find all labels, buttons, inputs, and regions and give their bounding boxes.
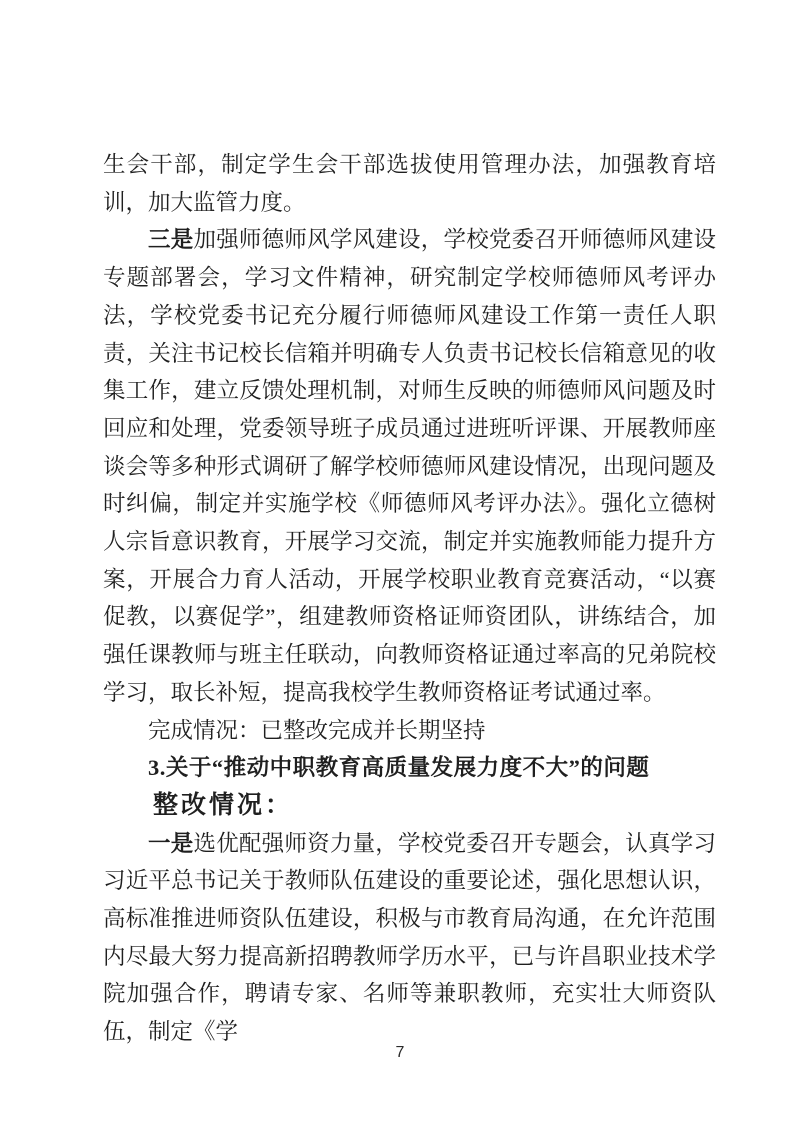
heading-text: 整改情况： xyxy=(153,791,294,819)
heading-text: 3.关于“推动中职教育高质量发展力度不大”的问题 xyxy=(148,755,650,781)
page-number: 7 xyxy=(395,1044,405,1061)
paragraph-text: 选优配强师资力量，学校党委召开专题会，认真学习习近平总书记关于教师队伍建设的重要论述，强化思想认识，高标准推进师资队伍建设，积极与市教育局沟通，在允许范围内尽最大努力提高新招聘教师学历水平，已与许昌职业技术学院加强合作，聘请专家、名师等兼职教师，充实壮大师资队伍，制定《学 xyxy=(103,830,716,1045)
completion-status-line xyxy=(103,712,716,750)
paragraph xyxy=(103,146,716,221)
paragraph-text: 加强师德师风学风建设，学校党委召开师德师风建设专题部署会，学习文件精神，研究制定学校师德师风考评办法，学校党委书记充分履行师德师风建设工作第一责任人职责，关注书记校长信箱并明确专人负责书记校长信箱意见的收集工作，建立反馈处理机制，对师生反映的师德师风问题及时回应和处理，党委领导班子成员通过进班听评课、开展教师座谈会等多种形式调研了解学校师德师风建设情况，出现问题及时纠偏，制定并实施学校《师德师风考评办法》。强化立德树人宗旨意识教育，开展学习交流，制定并实施教师能力提升方案，开展合力育人活动，开展学校职业教育竞赛活动，“以赛促教，以赛促学”，组建教师资格证师资团队，讲练结合，加强任课教师与班主任联动，向教师资格证通过率高的兄弟院校学习，取长补短，提高我校学生教师资格证考试通过率。 xyxy=(103,227,716,705)
paragraph xyxy=(103,221,716,711)
section-heading xyxy=(103,749,716,787)
paragraph-text: 完成情况：已整改完成并长期坚持 xyxy=(148,717,486,743)
paragraph-lead: 一是 xyxy=(148,830,194,856)
paragraph xyxy=(103,825,716,1051)
subsection-heading xyxy=(103,787,716,825)
paragraph-text: 生会干部，制定学生会干部选拔使用管理办法，加强教育培训，加大监管力度。 xyxy=(103,152,716,215)
document-body xyxy=(103,146,716,1051)
paragraph-lead: 三是 xyxy=(148,227,194,253)
